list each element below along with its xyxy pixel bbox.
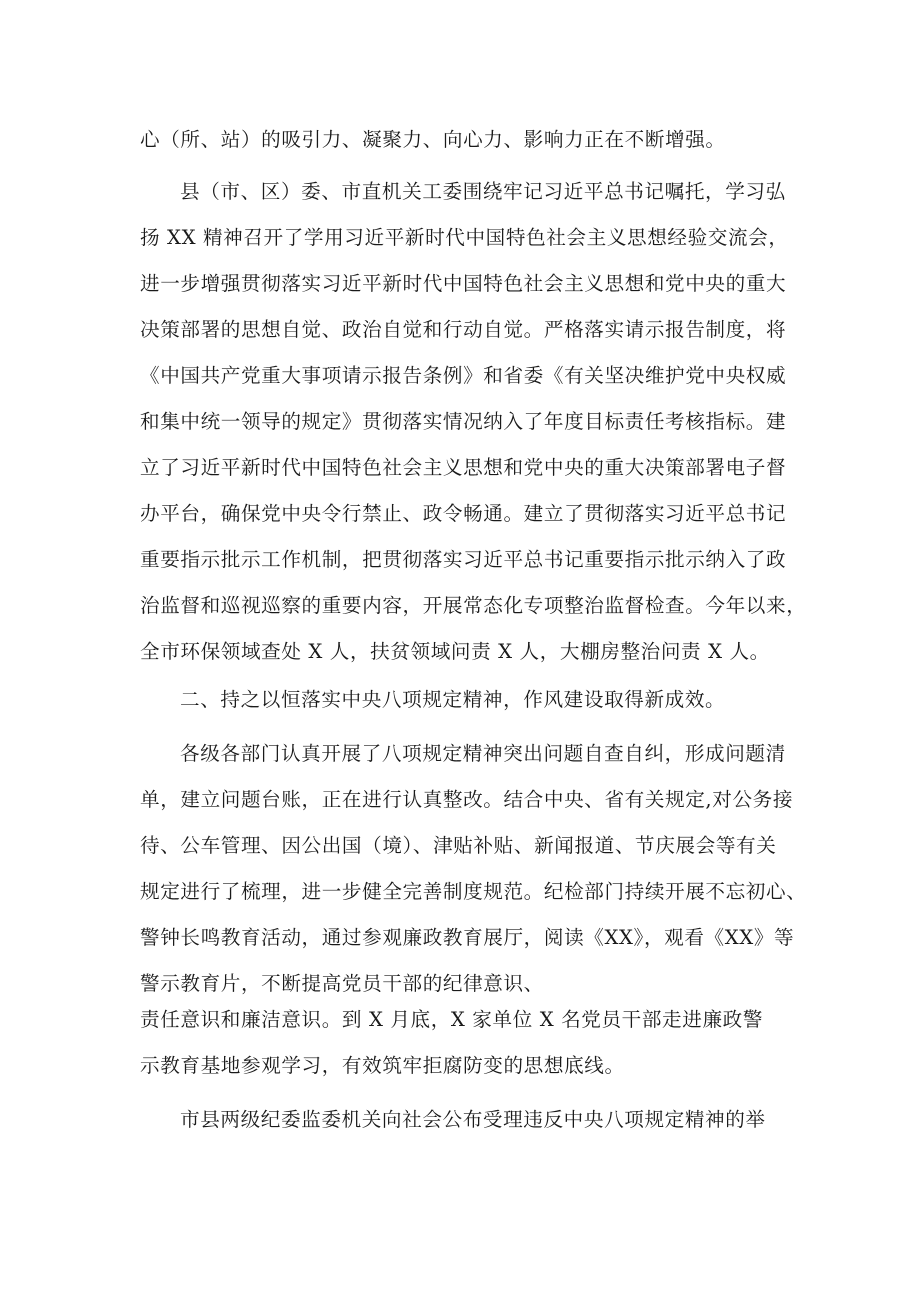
text-line: 办平台，确保党中央令行禁止、政令畅通。建立了贯彻落实习近平总书记 xyxy=(140,502,787,525)
text-line: 责任意识和廉洁意识。到 X 月底，X 家单位 X 名党员干部走进廉政警 xyxy=(140,1008,764,1031)
section-heading: 二、持之以恒落实中央八项规定精神，作风建设取得新成效。 xyxy=(180,688,726,711)
text-line: 心（所、站）的吸引力、凝聚力、向心力、影响力正在不断增强。 xyxy=(140,128,726,151)
text-line: 待、公车管理、因公出国（境）、津贴补贴、新闻报道、节庆展会等有关 xyxy=(140,834,777,857)
text-line: 全市环保领域查处 X 人，扶贫领域问责 X 人，大棚房整治问责 X 人。 xyxy=(140,640,770,663)
text-line: 立了习近平新时代中国特色社会主义思想和党中央的重大决策部署电子督 xyxy=(140,456,787,479)
text-line: 各级各部门认真开展了八项规定精神突出问题自查自纠，形成问题清 xyxy=(180,742,786,765)
text-line: 《中国共产党重大事项请示报告条例》和省委《有关坚决维护党中央权威 xyxy=(140,364,787,387)
text-line: 警钟长鸣教育活动，通过参观廉政教育展厅，阅读《XX》，观看《XX》等 xyxy=(140,926,795,949)
text-line: 决策部署的思想自觉、政治自觉和行动自觉。严格落实请示报告制度，将 xyxy=(140,318,787,341)
text-line: 县（市、区）委、市直机关工委围绕牢记习近平总书记嘱托，学习弘 xyxy=(180,180,786,203)
text-line: 规定进行了梳理，进一步健全完善制度规范。纪检部门持续开展不忘初心、 xyxy=(140,880,807,903)
text-line: 单，建立问题台账，正在进行认真整改。结合中央、省有关规定,对公务接 xyxy=(140,788,794,811)
text-line: 进一步增强贯彻落实习近平新时代中国特色社会主义思想和党中央的重大 xyxy=(140,272,787,295)
text-line: 重要指示批示工作机制，把贯彻落实习近平总书记重要指示批示纳入了政 xyxy=(140,548,787,571)
text-line: 治监督和巡视巡察的重要内容，开展常态化专项整治监督检查。今年以来， xyxy=(140,594,807,617)
text-line: 市县两级纪委监委机关向社会公布受理违反中央八项规定精神的举 xyxy=(180,1108,766,1131)
text-line: 和集中统一领导的规定》贯彻落实情况纳入了年度目标责任考核指标。建 xyxy=(140,410,787,433)
text-line: 示教育基地参观学习，有效筑牢拒腐防变的思想底线。 xyxy=(140,1054,625,1077)
text-line: 扬 XX 精神召开了学用习近平新时代中国特色社会主义思想经验交流会， xyxy=(140,226,789,249)
text-line: 警示教育片，不断提高党员干部的纪律意识、 xyxy=(140,972,544,995)
